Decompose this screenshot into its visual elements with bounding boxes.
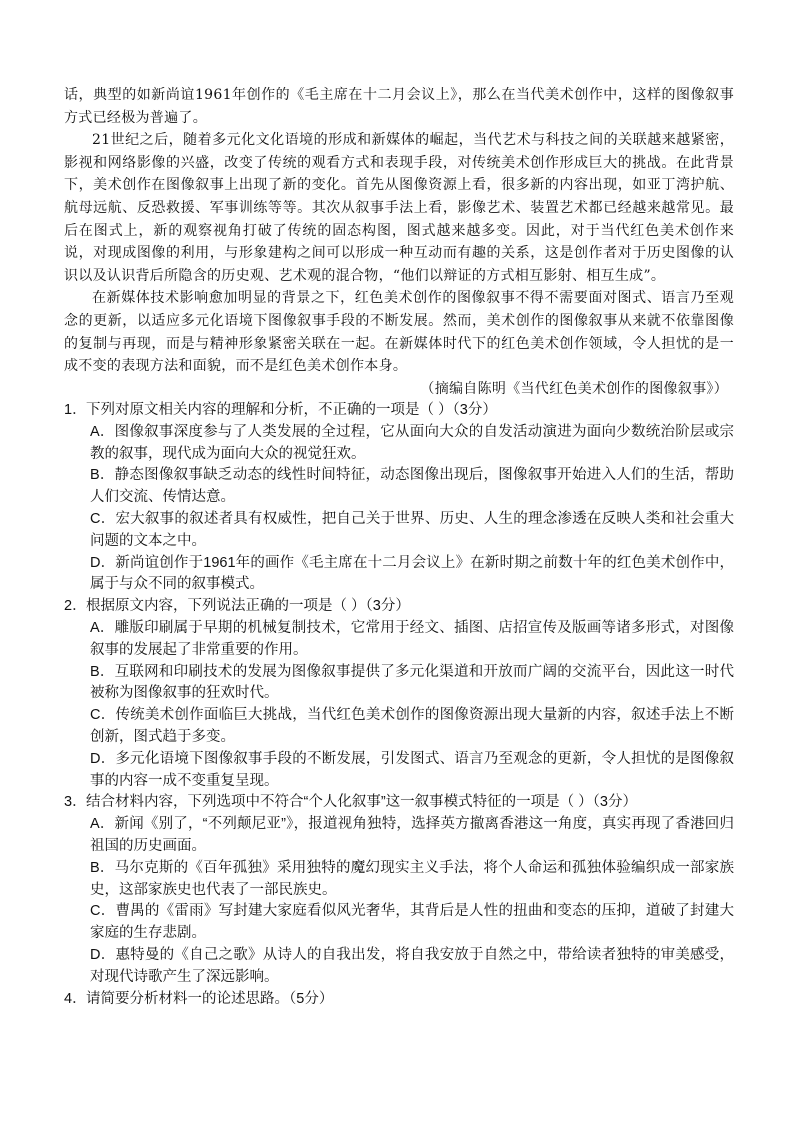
option-b: B．马尔克斯的《百年孤独》采用独特的魔幻现实主义手法，将个人命运和孤独体验编织成一部家族史，这部家族史也代表了一部民族史。 <box>90 859 734 898</box>
question-stem <box>64 596 734 618</box>
option-c: C．宏大叙事的叙述者具有权威性，把自己关于世界、历史、人生的理念渗透在反映人类和社会重大问题的文本之中。 <box>90 510 734 549</box>
question-4 <box>64 989 734 1011</box>
option-c: C．曹禺的《雷雨》写封建大家庭看似风光奢华，其背后是人性的扭曲和变态的压抑，道破了封建大家庭的生存悲剧。 <box>90 903 734 942</box>
option-b: B．互联网和印刷技术的发展为图像叙事提供了多元化渠道和开放而广阔的交流平台，因此这一时代被称为图像叙事的狂欢时代。 <box>90 663 734 702</box>
question-stem <box>64 989 734 1011</box>
reading-passage <box>64 84 734 400</box>
question-1 <box>64 400 734 596</box>
question-stem <box>64 400 734 422</box>
question-text: 请简要分析材料一的论述思路。（5分） <box>86 990 334 1007</box>
question-2 <box>64 596 734 792</box>
passage-paragraph-2: 21世纪之后，随着多元化文化语境的形成和新媒体的崛起，当代艺术与科技之间的关联越来越紧密，影视和网络影像的兴盛，改变了传统的观看方式和表现手段，对传统美术创作形成巨大的挑战。在此背景下，美术创作在图像叙事上出现了新的变化。首先从图像资源上看，很多新的内容出现，如亚丁湾护航、航母远航、反恐救援、军事训练等等。其次从叙事手法上看，影像艺术、装置艺术都已经越来越常见。最后在图式上，新的观察视角打破了传统的固态构图，图式越来越多变。因此，对于当代红色美术创作来说，对现成图像的利用，与形象建构之间可以形成一种互动而有趣的关系，这是创作者对于历史图像的认识以及认识背后所隐含的历史观、艺术观的混合物，“他们以辩证的方式相互影射、相互生成”。 <box>64 132 734 284</box>
question-number: 4． <box>64 990 87 1007</box>
question-number: 1． <box>64 402 87 418</box>
option-d: D．新尚谊创作于1961年的画作《毛主席在十二月会议上》在新时期之前数十年的红色美术创作中，属于与众不同的叙事模式。 <box>90 554 734 593</box>
option-c: C．传统美术创作面临巨大挑战，当代红色美术创作的图像资源出现大量新的内容，叙述手法上不断创新，图式趋于多变。 <box>90 707 734 745</box>
question-number: 2． <box>64 598 87 615</box>
passage-paragraph-3: 在新媒体技术影响愈加明显的背景之下，红色美术创作的图像叙事不得不需要面对图式、语言乃至观念的更新，以适应多元化语境下图像叙事手段的不断发展。然而，美术创作的图像叙事从来就不依靠图像的复制与再现，而是与精神形象紧密关联在一起。在新媒体时代下的红色美术创作领域，令人担忧的是一成不变的表现方法和面貌，而不是红色美术创作本身。 <box>64 290 734 375</box>
option-d: D．多元化语境下图像叙事手段的不断发展，引发图式、语言乃至观念的更新，令人担忧的是图像叙事的内容一成不变重复呈现。 <box>90 750 734 789</box>
passage-source: （摘编自陈明《当代红色美术创作的图像叙事》） <box>420 380 728 397</box>
question-stem <box>64 792 734 814</box>
option-a: A．雕版印刷属于早期的机械复制技术，它常用于经文、插图、店招宣传及版画等诸多形式，对图像叙事的发展起了非常重要的作用。 <box>90 619 734 658</box>
question-list <box>64 400 734 1010</box>
question-text: 下列对原文相关内容的理解和分析，不正确的一项是（ ）（3分） <box>86 402 497 418</box>
question-text: 结合材料内容，下列选项中不符合“个人化叙事”这一叙事模式特征的一项是（ ）（3分） <box>86 794 637 811</box>
option-a: A．图像叙事深度参与了人类发展的全过程，它从面向大众的自发活动演进为面向少数统治阶层或宗教的叙事，现代成为面向大众的视觉狂欢。 <box>90 423 734 462</box>
question-number: 3． <box>64 794 87 811</box>
passage-paragraph-1: 话，典型的如新尚谊1961年创作的《毛主席在十二月会议上》，那么在当代美术创作中，这样的图像叙事方式已经极为普遍了。 <box>64 87 734 126</box>
option-b: B．静态图像叙事缺乏动态的线性时间特征，动态图像出现后，图像叙事开始进入人们的生活，帮助人们交流、传情达意。 <box>90 467 734 506</box>
option-d: D．惠特曼的《自己之歌》从诗人的自我出发，将自我安放于自然之中，带给读者独特的审美感受，对现代诗歌产生了深远影响。 <box>90 946 734 985</box>
option-a: A．新闻《别了，“不列颠尼亚”》，报道视角独特，选择英方撤离香港这一角度，真实再现了香港回归祖国的历史画面。 <box>90 816 734 854</box>
question-3 <box>64 792 734 988</box>
question-text: 根据原文内容，下列说法正确的一项是（ ）（3分） <box>86 598 410 615</box>
